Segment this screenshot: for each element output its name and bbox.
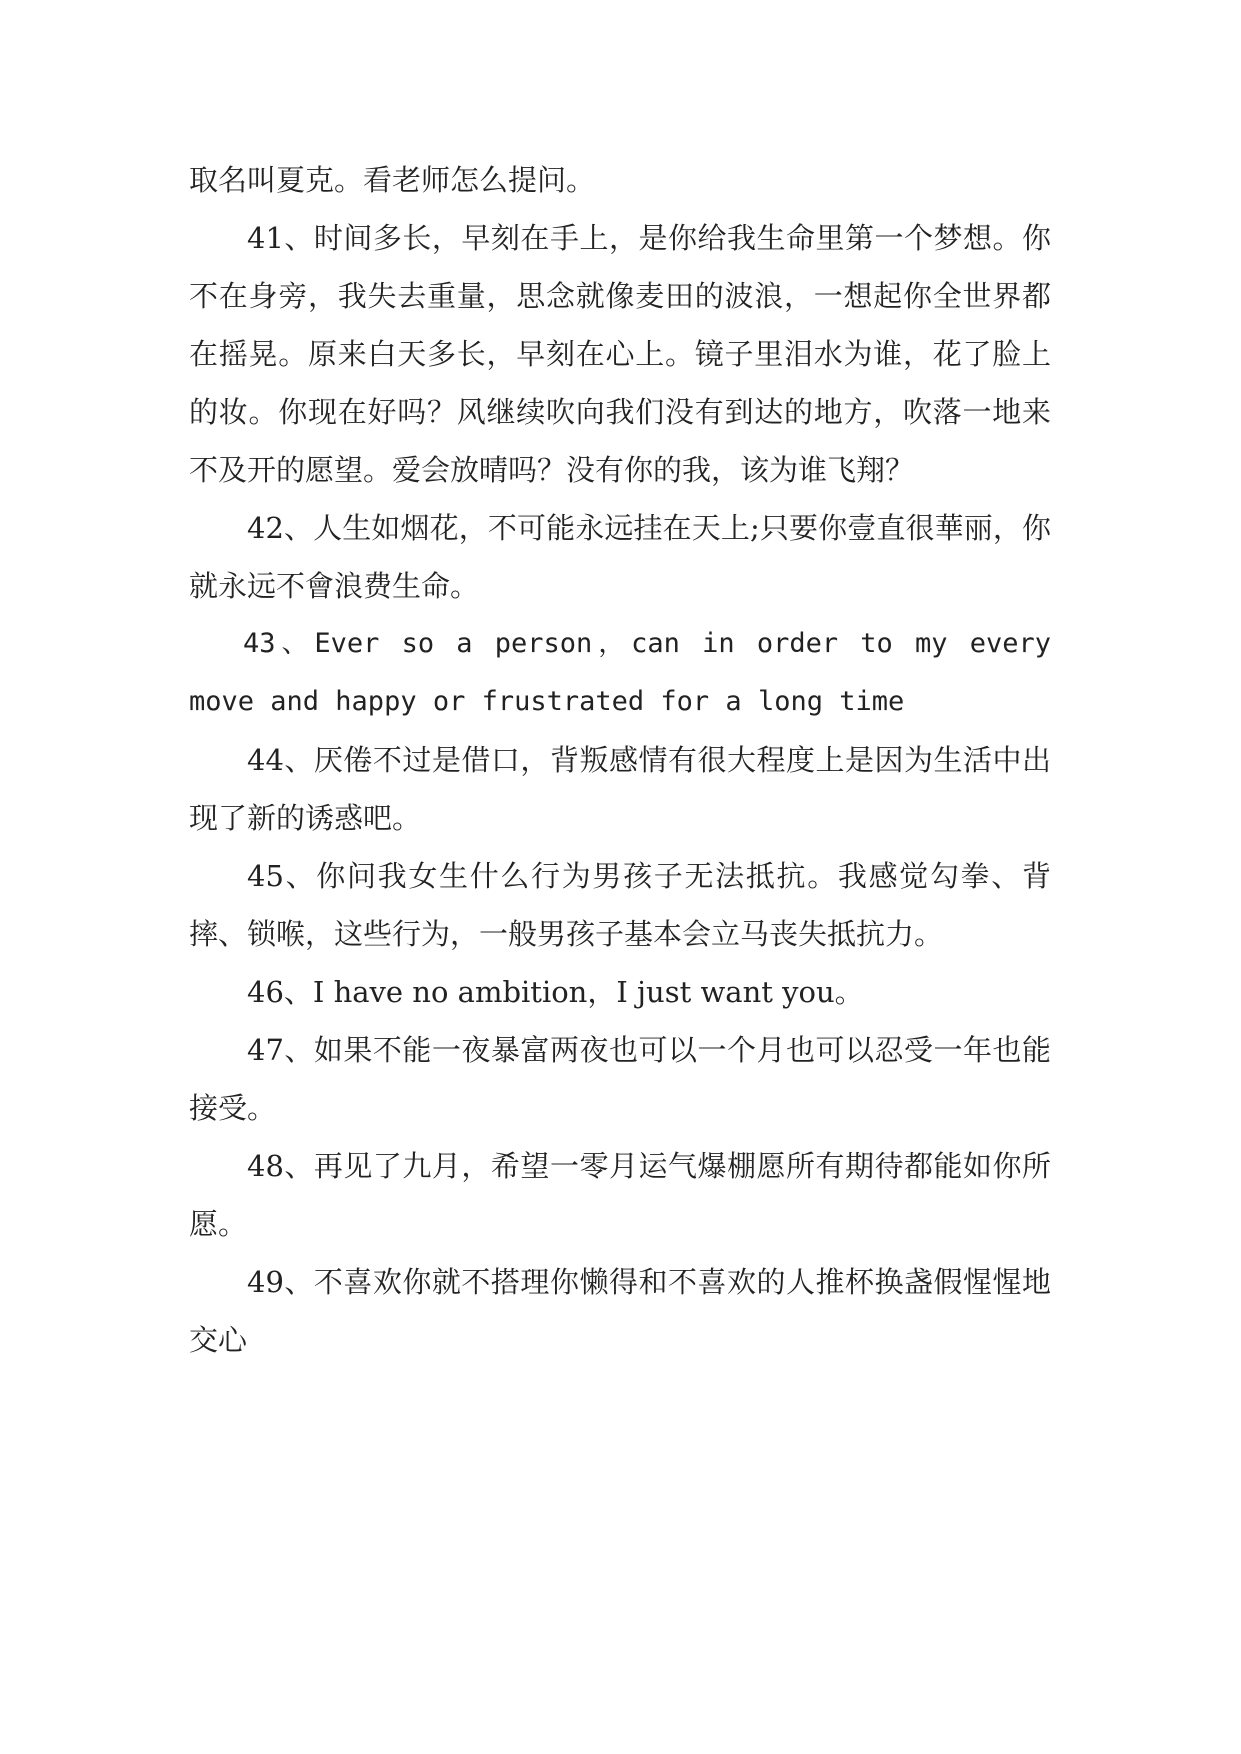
paragraph-47: 47、如果不能一夜暴富两夜也可以一个月也可以忍受一年也能接受。 bbox=[189, 1033, 1051, 1125]
paragraph-continuation: 取名叫夏克。看老师怎么提问。 bbox=[189, 163, 596, 197]
paragraph-41: 41、时间多长，早刻在手上，是你给我生命里第一个梦想。你不在身旁，我失去重量，思念就像麦田的波浪，一想起你全世界都在摇晃。原来白天多长，早刻在心上。镜子里泪水为谁，花了脸上的妆。你现在好吗？风继续吹向我们没有到达的地方，吹落一地来不及开的愿望。爱会放晴吗？没有你的我，该为谁飞翔？ bbox=[189, 221, 1051, 487]
paragraph-42: 42、人生如烟花，不可能永远挂在天上;只要你壹直很華丽，你就永远不會浪费生命。 bbox=[189, 511, 1051, 603]
paragraph-45: 45、你问我女生什么行为男孩子无法抵抗。我感觉勾拳、背摔、锁喉，这些行为，一般男孩子基本会立马丧失抵抗力。 bbox=[189, 859, 1051, 951]
paragraph-46: 46、I have no ambition，I just want you。 bbox=[247, 975, 864, 1009]
paragraph-49: 49、不喜欢你就不搭理你懒得和不喜欢的人推杯换盏假惺惺地交心 bbox=[189, 1265, 1051, 1357]
paragraph-43: 43、Ever so a person，can in order to my every move and happy or frustrated for a long time bbox=[189, 628, 1051, 717]
paragraph-44: 44、厌倦不过是借口，背叛感情有很大程度上是因为生活中出现了新的诱惑吧。 bbox=[189, 743, 1051, 835]
document-body bbox=[189, 151, 1051, 1369]
paragraph-48: 48、再见了九月，希望一零月运气爆棚愿所有期待都能如你所愿。 bbox=[189, 1149, 1051, 1241]
